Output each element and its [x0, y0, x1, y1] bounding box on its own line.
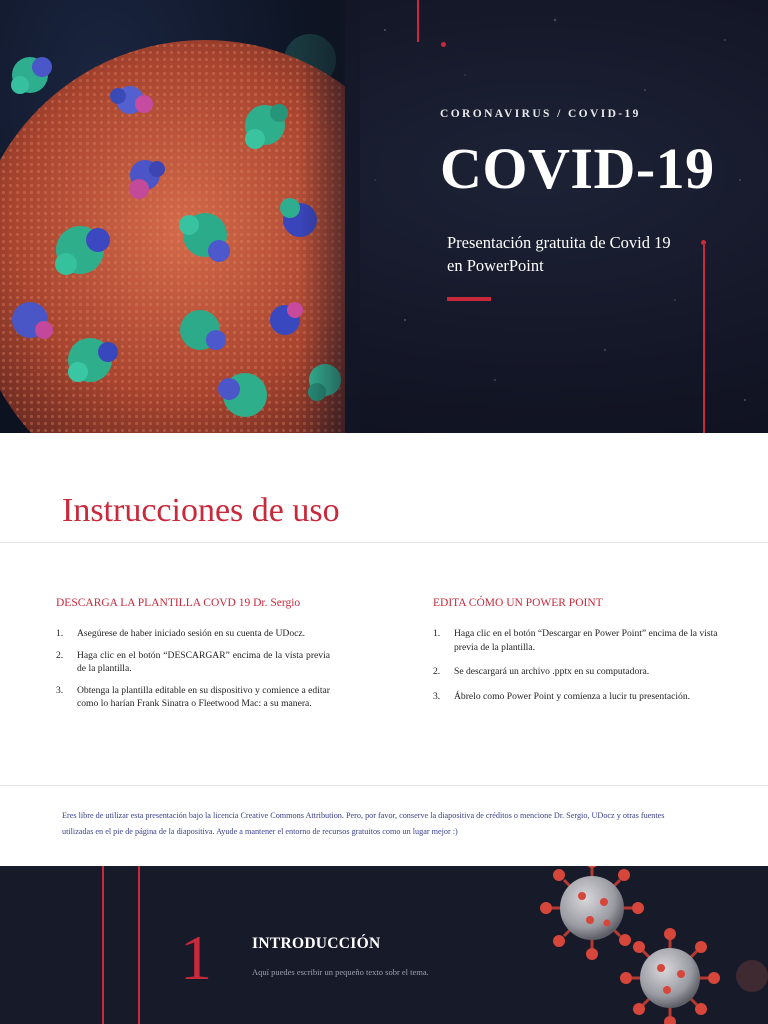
list-item: 1. Asegúrese de haber iniciado sesión en su cuenta de UDocz.: [56, 628, 306, 639]
list-item: 1. Haga clic en el botón “Descargar en Power Point” encima de la vista previa de la plantilla.: [433, 628, 718, 653]
section-description: Aquí puedes escribir un pequeño texto sobr el tema.: [252, 967, 429, 977]
download-instructions-column: [56, 596, 330, 719]
cover-slide: [0, 0, 768, 433]
section-title: INTRODUCCIÓN: [252, 935, 381, 952]
cover-subtitle: Presentación gratuita de Covid 19 en PowerPoint: [447, 233, 671, 275]
decorative-line-left: [102, 866, 104, 1024]
list-item: 2. Haga clic en el botón “DESCARGAR” encima de la vista previa de la plantilla.: [56, 649, 330, 674]
title-accent-bar: [447, 297, 491, 301]
edit-heading: EDITA CÓMO UN POWER POINT: [433, 597, 603, 609]
decorative-line-top: [417, 0, 419, 42]
cover-title: COVID-19: [440, 136, 715, 201]
list-item: 2. Se descargará un archivo .pptx en su computadora.: [433, 666, 650, 677]
coronavirus-illustration: [520, 866, 768, 1024]
edit-instructions-column: [433, 596, 721, 714]
decorative-line-right: [703, 245, 705, 433]
section-number: 1: [180, 922, 212, 993]
section-slide: [0, 866, 768, 1024]
list-item: 3. Obtenga la plantilla editable en su dispositivo y comience a editar como lo harían Frank Sinatra o Fleetwood Mac: a su manera.: [56, 684, 330, 709]
instructions-slide: [0, 433, 768, 866]
divider: [0, 542, 768, 543]
list-item: 3. Ábrelo como Power Point y comienza a lucir tu presentación.: [433, 690, 691, 702]
decorative-dot-top: [441, 42, 446, 47]
decorative-line-left-2: [138, 866, 140, 1024]
download-steps-list: [56, 627, 330, 711]
edit-steps-list: [433, 627, 721, 703]
instructions-title: Instrucciones de uso: [62, 492, 340, 529]
license-note: Eres libre de utilizar esta presentación bajo la licencia Creative Commons Attribution. Pero, por favor, conserve la diapositiva de créditos o mencione Dr. Sergio, UDocz y otras fuentes utilizadas en el pie de página de la diapositiva. Ayude a mantener el entorno de recursos gratuitos como un lugar mejor :): [62, 811, 665, 836]
cover-kicker: CORONAVIRUS / COVID-19: [440, 108, 641, 120]
coronavirus-image: [0, 0, 345, 433]
divider: [0, 785, 768, 786]
download-heading: DESCARGA LA PLANTILLA COVD 19 Dr. Sergio: [56, 597, 301, 609]
